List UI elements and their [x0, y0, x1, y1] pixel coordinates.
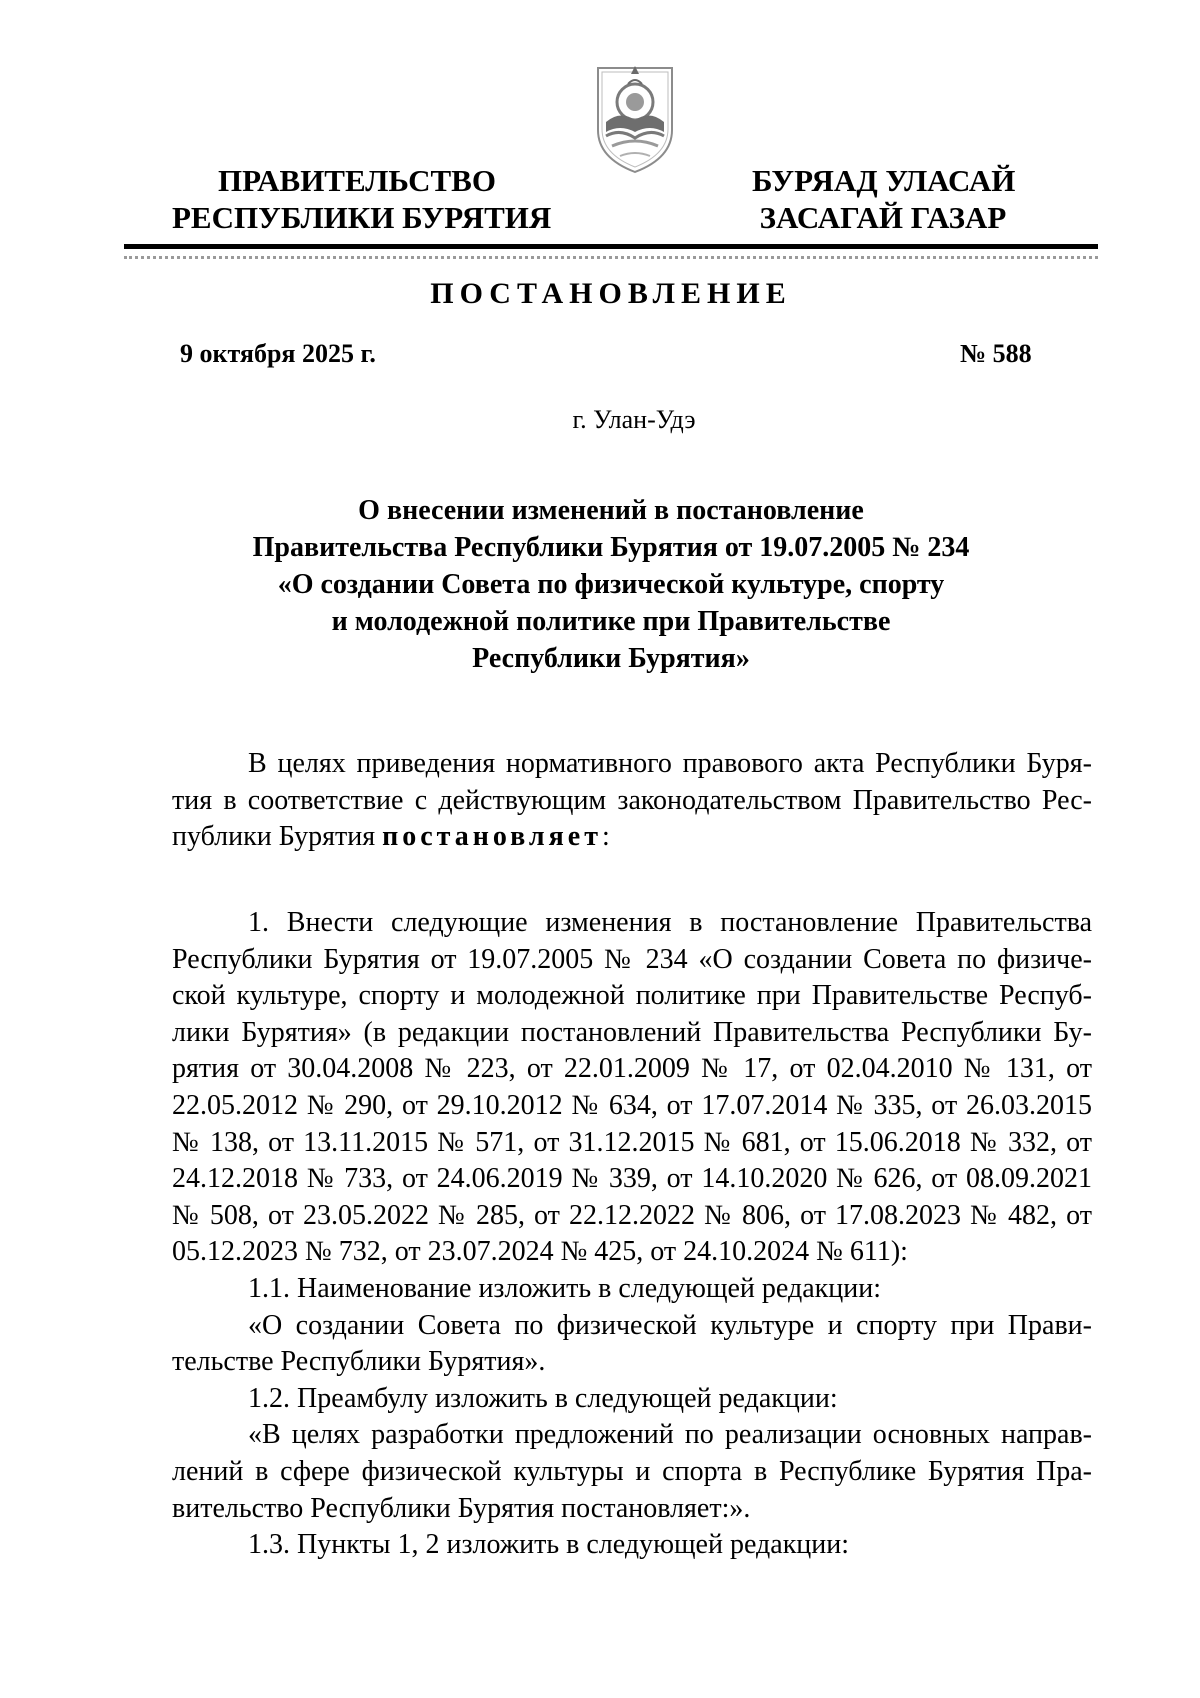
- preamble-paragraph: [172, 746, 1092, 856]
- subject-line: Республики Бурятия»: [472, 643, 750, 674]
- paragraph-line: «В целях разработки предложений по реализации основных направ-: [248, 1419, 1092, 1451]
- paragraph-line: вительство Республики Бурятия постановляет:».: [172, 1492, 751, 1524]
- subject-line: О внесении изменений в постановление: [358, 495, 864, 526]
- coat-of-arms-icon: [590, 58, 680, 176]
- paragraph-line: 1.3. Пункты 1, 2 изложить в следующей редакции:: [248, 1529, 850, 1561]
- decree-keyword: постановляет: [382, 821, 602, 853]
- paragraph-line: 1.2. Преамбулу изложить в следующей редакции:: [248, 1382, 838, 1414]
- paragraph-line: 22.05.2012 № 290, от 29.10.2012 № 634, от 17.07.2014 № 335, от 26.03.2015: [172, 1089, 1092, 1121]
- preamble-line: В целях приведения нормативного правового акта Республики Буря-: [248, 748, 1092, 779]
- paragraph-line: рятия от 30.04.2008 № 223, от 22.01.2009 № 17, от 02.04.2010 № 131, от: [172, 1053, 1092, 1085]
- paragraph-line: 1.1. Наименование изложить в следующей редакции:: [248, 1272, 881, 1304]
- document-type-title: ПОСТАНОВЛЕНИЕ: [430, 277, 792, 310]
- paragraph-line: № 138, от 13.11.2015 № 571, от 31.12.2015 № 681, от 15.06.2018 № 332, от: [172, 1126, 1092, 1158]
- subject-line: Правительства Республики Бурятия от 19.07.2005 № 234: [252, 532, 970, 563]
- paragraph-line: лики Бурятия» (в редакции постановлений Правительства Республики Бу-: [172, 1016, 1092, 1048]
- preamble-line-end: :: [601, 821, 610, 853]
- header-right-line1: БУРЯАД УЛАСАЙ: [752, 163, 1016, 198]
- paragraph-line: ской культуре, спорту и молодежной политике при Правительстве Респуб-: [172, 980, 1092, 1012]
- paragraph-line: «О создании Совета по физической культуре и спорту при Прави-: [248, 1309, 1092, 1341]
- preamble-line-start: публики Бурятия: [172, 821, 383, 853]
- document-date: 9 октября 2025 г.: [180, 339, 376, 368]
- subject-line: «О создании Совета по физической культуре, спорту: [277, 569, 945, 600]
- paragraph-line: Республики Бурятия от 19.07.2005 № 234 «О создании Совета по физиче-: [172, 943, 1092, 975]
- preamble-line: [172, 819, 1092, 856]
- paragraph-line: лений в сфере физической культуры и спорта в Республике Бурятия Пра-: [172, 1455, 1092, 1487]
- header-divider-thin: [124, 256, 1098, 259]
- document-subject: [124, 492, 1098, 677]
- item-1-paragraph: [172, 905, 1092, 1564]
- preamble-line: тия в соответствие с действующим законодательством Правительство Рес-: [172, 784, 1092, 816]
- paragraph-line: 05.12.2023 № 732, от 23.07.2024 № 425, от 24.10.2024 № 611):: [172, 1236, 908, 1268]
- paragraph-line: № 508, от 23.05.2022 № 285, от 22.12.2022 № 806, от 17.08.2023 № 482, от: [172, 1199, 1092, 1231]
- document-number: № 588: [960, 339, 1032, 368]
- paragraph-line: 24.12.2018 № 733, от 24.06.2019 № 339, от 14.10.2020 № 626, от 08.09.2021: [172, 1163, 1092, 1195]
- header-divider-thick: [124, 244, 1098, 249]
- document-city: г. Улан-Удэ: [572, 405, 696, 434]
- header-left-line1: ПРАВИТЕЛЬСТВО: [218, 163, 496, 198]
- government-name-bua: [752, 162, 1014, 236]
- header-left-line2: РЕСПУБЛИКИ БУРЯТИЯ: [172, 200, 552, 235]
- subject-line: и молодежной политике при Правительстве: [331, 606, 891, 637]
- header-right-line2: ЗАСАГАЙ ГАЗАР: [759, 200, 1007, 235]
- government-name-ru: [172, 162, 552, 236]
- paragraph-line: тельстве Республики Бурятия».: [172, 1346, 546, 1378]
- paragraph-line: 1. Внести следующие изменения в постановление Правительства: [248, 907, 1092, 938]
